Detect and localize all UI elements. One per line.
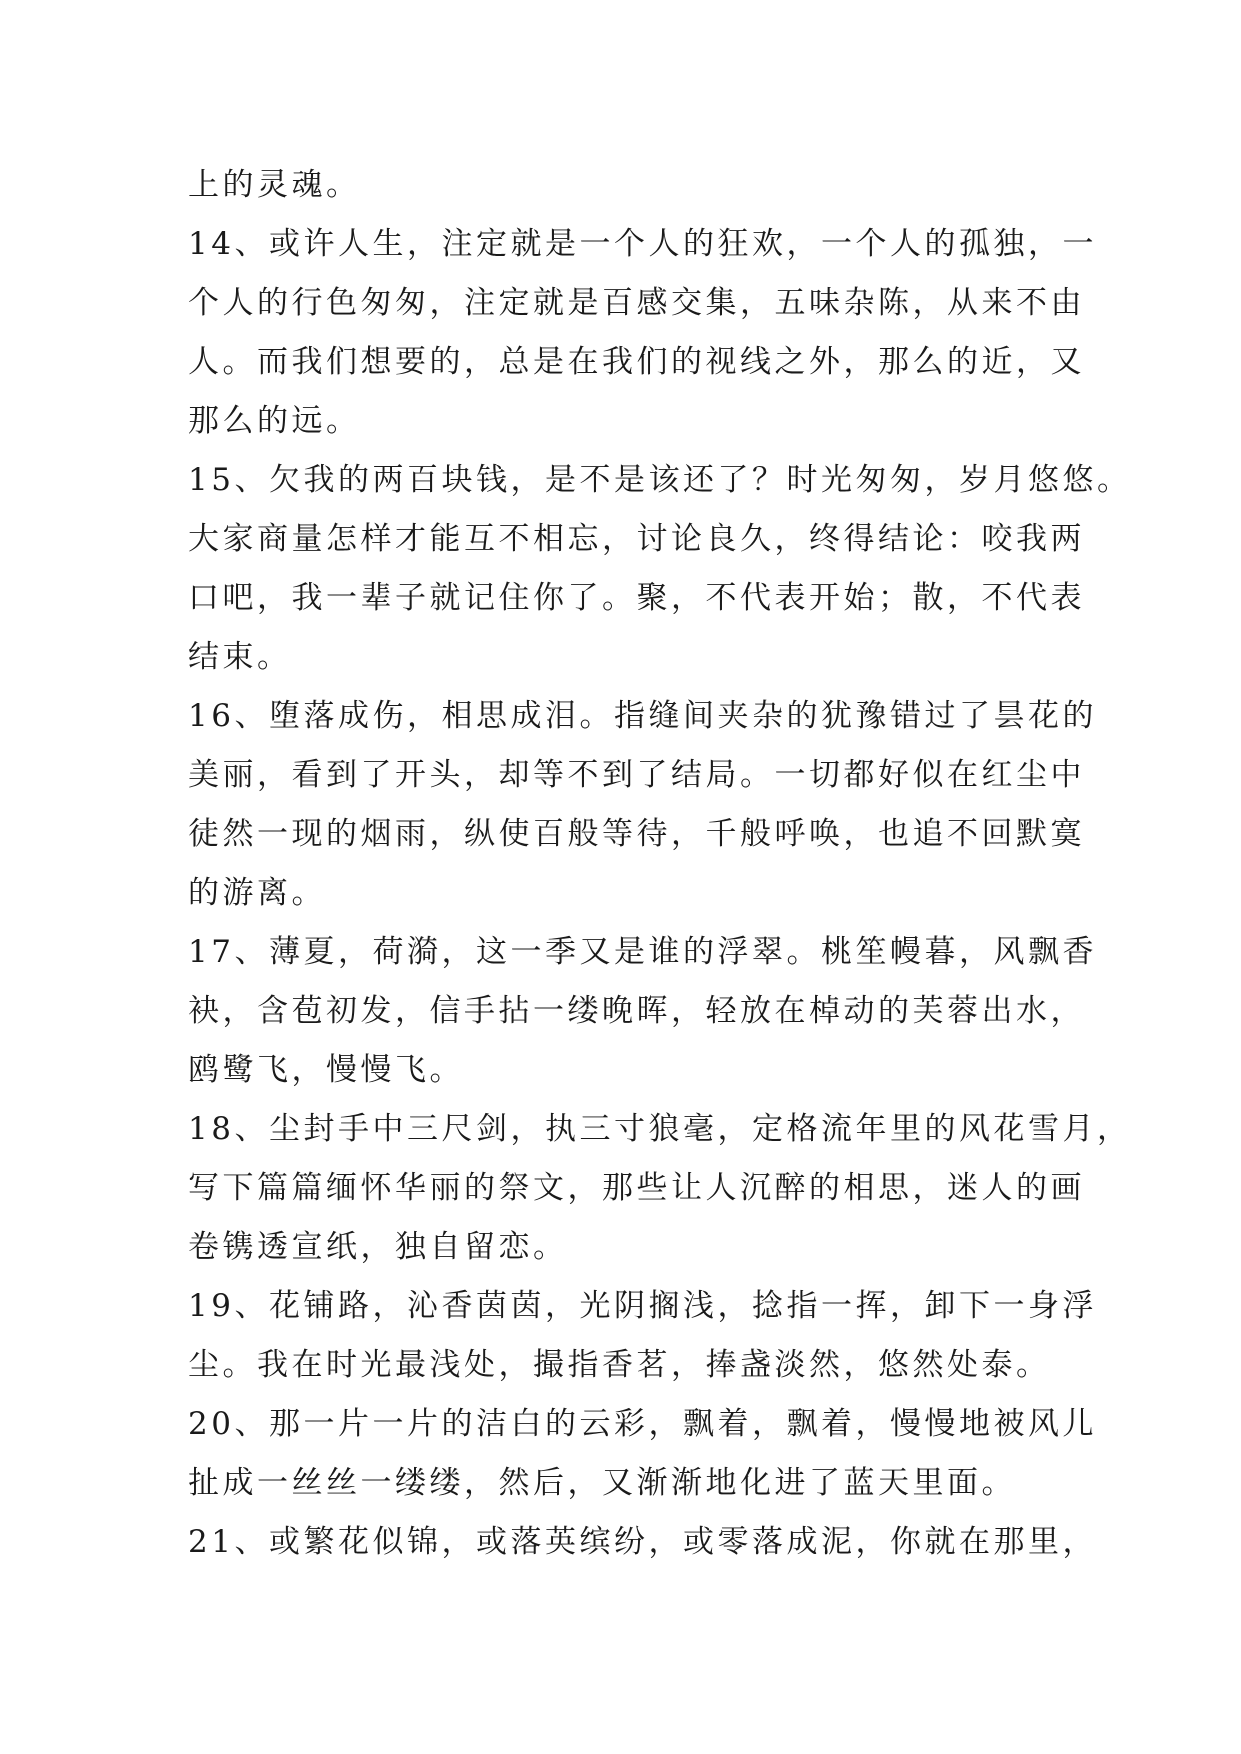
text-line: 卷镌透宣纸，独自留恋。 bbox=[188, 1229, 568, 1265]
text-line: 人。而我们想要的，总是在我们的视线之外，那么的近，又 bbox=[188, 344, 1085, 380]
text-line: 14、或许人生，注定就是一个人的狂欢，一个人的孤独，一 bbox=[188, 226, 1097, 262]
text-line: 那么的远。 bbox=[188, 403, 361, 439]
text-line: 16、堕落成伤，相思成泪。指缝间夹杂的犹豫错过了昙花的 bbox=[188, 698, 1097, 734]
text-line: 15、欠我的两百块钱，是不是该还了？时光匆匆，岁月悠悠。 bbox=[188, 462, 1132, 498]
text-line: 写下篇篇缅怀华丽的祭文，那些让人沉醉的相思，迷人的画 bbox=[188, 1170, 1085, 1206]
text-line: 鸥鹭飞，慢慢飞。 bbox=[188, 1052, 464, 1088]
text-line: 个人的行色匆匆，注定就是百感交集，五味杂陈，从来不由 bbox=[188, 285, 1085, 321]
text-line: 徒然一现的烟雨，纵使百般等待，千般呼唤，也追不回默寞 bbox=[188, 816, 1085, 852]
text-line: 大家商量怎样才能互不相忘，讨论良久，终得结论：咬我两 bbox=[188, 521, 1085, 557]
text-line: 的游离。 bbox=[188, 875, 326, 911]
text-line: 袂，含苞初发，信手拈一缕晚晖，轻放在棹动的芙蓉出水， bbox=[188, 993, 1085, 1029]
text-line: 结束。 bbox=[188, 639, 292, 675]
text-line: 尘。我在时光最浅处，撮指香茗，捧盏淡然，悠然处泰。 bbox=[188, 1347, 1051, 1383]
text-line: 19、花铺路，沁香茵茵，光阴搁浅，捻指一挥，卸下一身浮 bbox=[188, 1288, 1097, 1324]
text-line: 扯成一丝丝一缕缕，然后，又渐渐地化进了蓝天里面。 bbox=[188, 1465, 1016, 1501]
text-line: 18、尘封手中三尺剑，执三寸狼毫，定格流年里的风花雪月， bbox=[188, 1111, 1132, 1147]
text-line: 21、或繁花似锦，或落英缤纷，或零落成泥，你就在那里， bbox=[188, 1524, 1097, 1560]
text-line: 口吧，我一辈子就记住你了。聚，不代表开始；散，不代表 bbox=[188, 580, 1085, 616]
text-line: 上的灵魂。 bbox=[188, 167, 361, 203]
text-line: 美丽，看到了开头，却等不到了结局。一切都好似在红尘中 bbox=[188, 757, 1085, 793]
text-line: 20、那一片一片的洁白的云彩，飘着，飘着，慢慢地被风儿 bbox=[188, 1406, 1097, 1442]
document-body bbox=[188, 156, 1132, 1572]
text-line: 17、薄夏，荷漪，这一季又是谁的浮翠。桃笙幔暮，风飘香 bbox=[188, 934, 1097, 970]
